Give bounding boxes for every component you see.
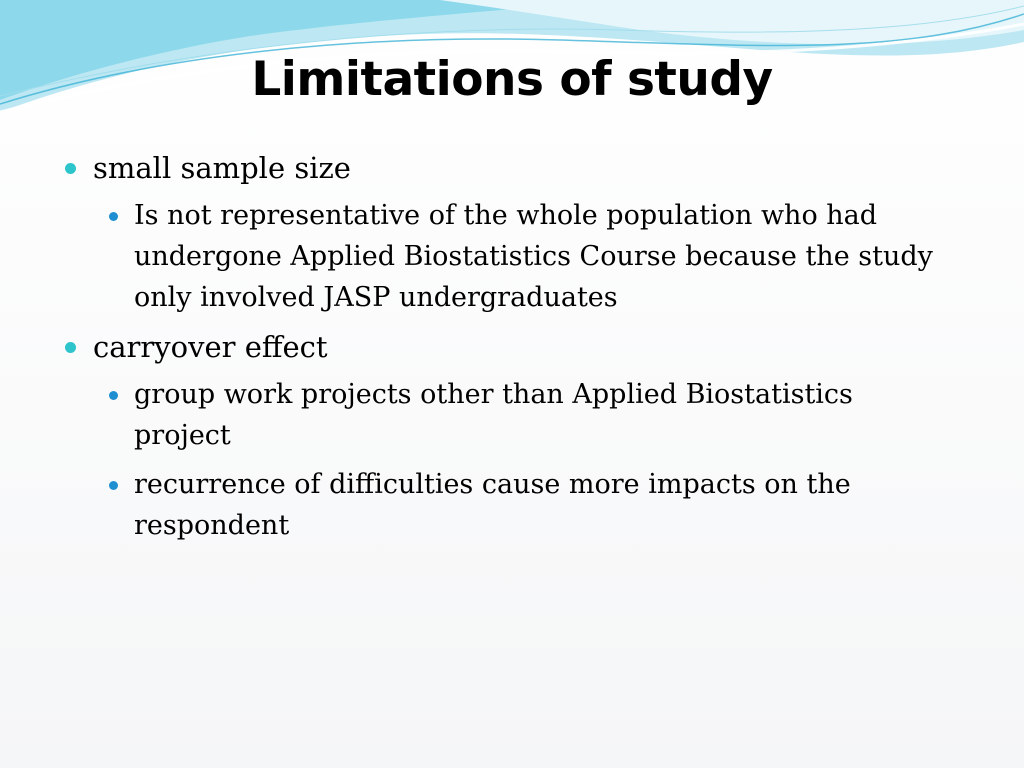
bullet-text: small sample size: [93, 151, 351, 185]
sub-bullet-text: Is not representative of the whole population who had undergone Applied Biostatistics Course because the study only involved JASP undergraduates: [134, 200, 933, 313]
sub-bullet-item: [64, 374, 954, 456]
bullet-item-small-sample-size: [64, 148, 954, 188]
sub-bullet-dot-icon: [109, 212, 118, 221]
sub-bullet-item: [64, 195, 954, 318]
bullet-list: [64, 148, 954, 555]
sub-bullet-item: [64, 464, 954, 546]
bullet-dot-icon: [65, 342, 76, 353]
slide-title: Limitations of study: [251, 52, 773, 107]
sub-bullet-dot-icon: [109, 481, 118, 490]
bullet-text: carryover effect: [93, 330, 328, 364]
bullet-dot-icon: [65, 163, 76, 174]
sub-bullet-list: [64, 195, 954, 318]
sub-bullet-dot-icon: [109, 391, 118, 400]
bullet-item-carryover-effect: [64, 327, 954, 367]
sub-bullet-text: recurrence of difficulties cause more impacts on the respondent: [134, 469, 851, 541]
sub-bullet-list: [64, 374, 954, 546]
sub-bullet-text: group work projects other than Applied Biostatistics project: [134, 379, 853, 451]
